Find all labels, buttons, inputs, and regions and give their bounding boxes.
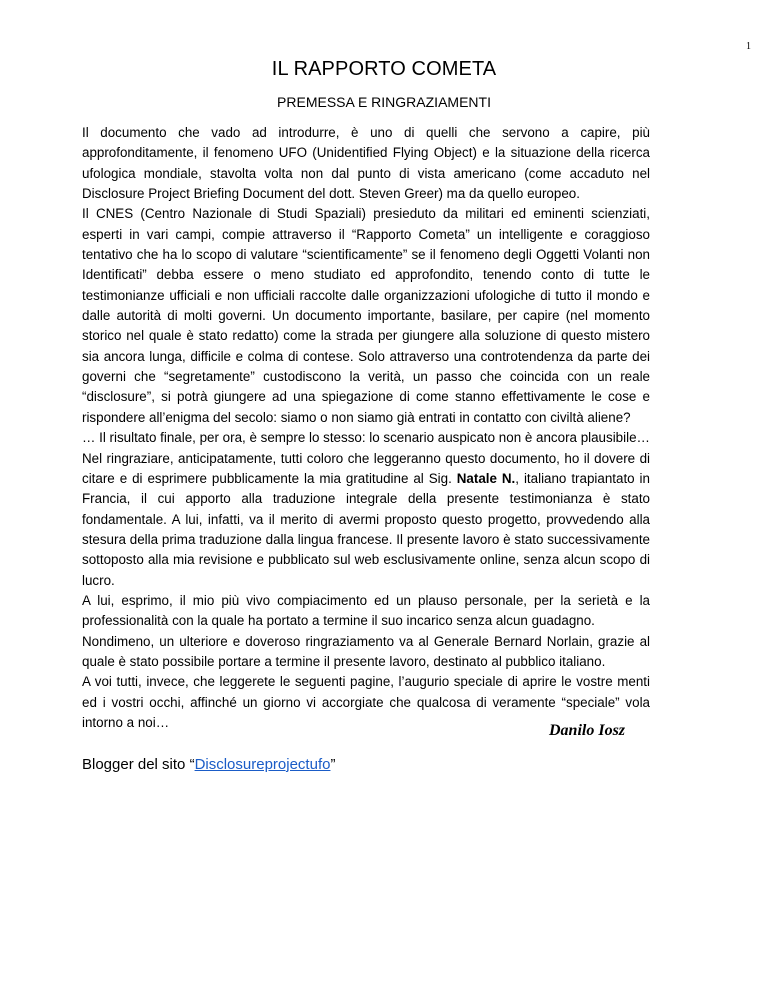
paragraph-intro: Il documento che vado ad introdurre, è uno di quelli che servono a capire, più approfonditamente, il fenomeno UFO (Unidentified Flying Object) e la situazione della ricerca ufologica mondiale, stavolta volta non dal punto di vista americano (come accaduto nel Disclosure Project Briefing Document del dott. Steven Greer) ma da quello europeo. [82,125,650,202]
paragraph-result: … Il risultato finale, per ora, è sempre lo stesso: lo scenario auspicato non è ancora plausibile… [82,430,650,446]
paragraph-cnes: Il CNES (Centro Nazionale di Studi Spaziali) presieduto da militari ed eminenti scienziati, esperti in vari campi, compie attraverso il “Rapporto Cometa” un intelligente e coraggioso tentativo che ha lo scopo di valutare “scientificamente” se il fenomeno degli Oggetti Volanti non Identificati” debba essere o meno studiato ed approfondito, tenendo conto di tutte le testimonianze ufficiali e non ufficiali raccolte dalle organizzazioni ufologiche di tutto il mondo e dalle autorità di molti governi. Un documento importante, basilare, per capire (nel momento storico nel quale è stato redatto) come la strada per giungere alla soluzione di questo mistero sia ancora lunga, difficile e colma di contese. Solo attraverso una controtendenza da parte dei governi che “segretamente” custodiscono la verità, un passo che coincida con un reale “disclosure”, si potrà giungere ad una spiegazione di come stanno effettivamente le cose e rispondere all’enigma del secolo: siamo o non siamo già entrati in contatto con civiltà aliene? [82,206,650,425]
footer-blogger-line [82,756,335,773]
footer-prefix: Blogger del sito “ [82,756,195,773]
paragraph-appreciation: A lui, esprimo, il mio più vivo compiacimento ed un plauso personale, per la serietà e la professionalità con la quale ha portato a termine il suo incarico senza alcun guadagno. [82,592,650,629]
blog-link[interactable]: Disclosureprojectufo [194,756,331,773]
page-number: 1 [746,41,751,52]
translator-name: Natale N. [456,470,516,486]
body-text [82,123,650,733]
paragraph-closing: A voi tutti, invece, che leggerete le seguenti pagine, l’augurio speciale di aprire le vostre menti ed i vostri occhi, affinché un giorno vi accorgiate che qualcosa di veramente “speciale” vola intorno a noi… [82,674,650,730]
paragraph-thanks [82,449,650,591]
thanks-text-end: , italiano trapiantato in Francia, il cui apporto alla traduzione integrale della presente testimonianza è stato fondamentale. A lui, infatti, va il merito di avermi proposto questo progetto, provvedendo alla stesura della prima traduzione dalla lingua francese. Il presente lavoro è stato successivamente sottoposto alla mia revisione e pubblicato sul web esclusivamente online, senza alcun scopo di lucro. [82,470,650,588]
author-signature: Danilo Iosz [549,722,626,739]
section-subtitle: PREMESSA E RINGRAZIAMENTI [277,94,491,110]
document-title: IL RAPPORTO COMETA [271,58,497,80]
paragraph-general: Nondimeno, un ulteriore e doveroso ringraziamento va al Generale Bernard Norlain, grazie al quale è stato possibile portare a termine il presente lavoro, destinato al pubblico italiano. [82,633,650,669]
footer-suffix: ” [330,756,336,773]
thanks-text-start: Nel ringraziare, anticipatamente, tutti coloro che leggeranno questo documento, ho il dovere di citare e di esprimere pubblicamente la mia gratitudine al Sig. [82,450,650,486]
